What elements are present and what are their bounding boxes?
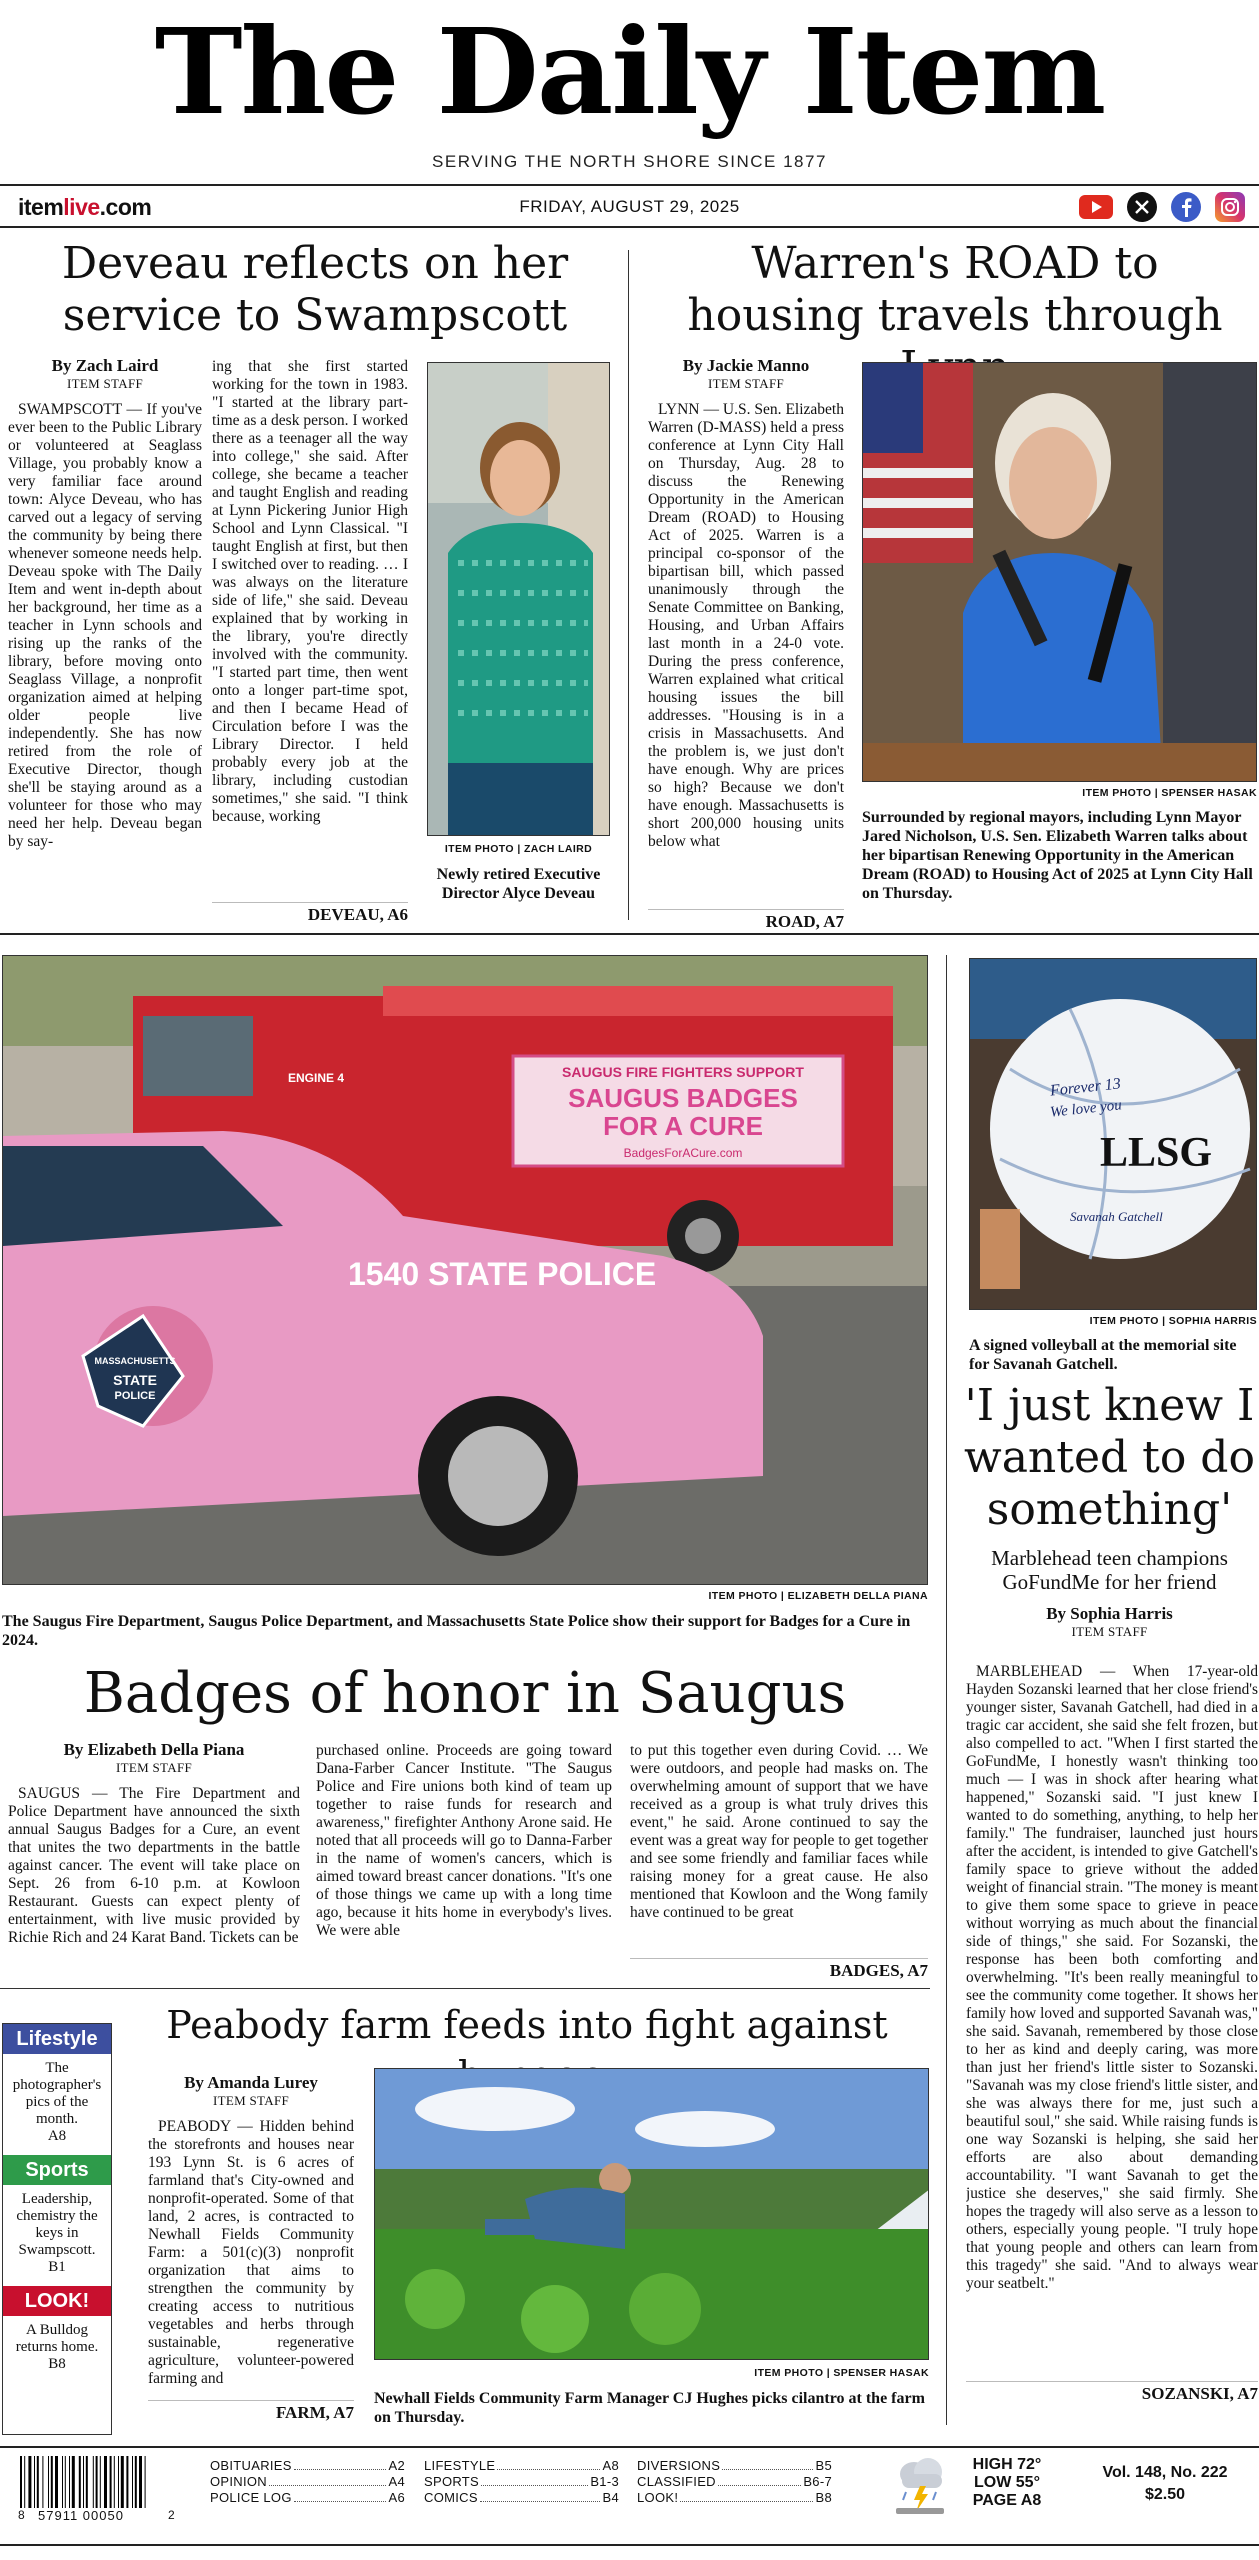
social-icons bbox=[1079, 192, 1245, 222]
instagram-icon[interactable] bbox=[1215, 192, 1245, 222]
headline-farm[interactable]: Peabody farm feeds into fight against bbox=[166, 2003, 888, 2047]
jump-badges[interactable]: BADGES, A7 bbox=[630, 1958, 928, 1981]
photo-credit: ITEM PHOTO | SPENSER HASAK bbox=[754, 2367, 929, 2379]
facebook-icon[interactable] bbox=[1171, 192, 1201, 222]
deveau-photo bbox=[427, 362, 610, 836]
staff-label: ITEM STAFF bbox=[116, 1760, 192, 1775]
ball-text-2: We love you bbox=[1049, 1097, 1123, 1121]
article-body: ing that she first started working for the town in 1983. "I started at the library part-time as a desk person. I worked there as a teenager all the way into college," she said. After college, she became a teacher and taught English and reading at Lynn Pickering Junior High School and Lynn Classical. "I taught English at first, but then I switched over to reading. … I was always on the literature side of life," she said. Deveau explained that by working in the library, you're directly involved with the community. "I started part time, then went onto a longer part-time spot, and then I became Head of Circulation before I was the Library Director. I held probably every job at the library, including custodian sometimes," she said. "I think because, working bbox=[212, 358, 408, 825]
volume-number: Vol. 148, No. 222 bbox=[1102, 2464, 1228, 2481]
farm-photo bbox=[374, 2068, 929, 2360]
badge-bot: POLICE bbox=[114, 1390, 156, 1402]
sidebar-text-look: A Bulldog returns home. bbox=[15, 2322, 99, 2355]
tagline: SERVING THE NORTH SHORE SINCE 1877 bbox=[432, 152, 827, 171]
footer-bottom-rule bbox=[0, 2544, 1259, 2546]
banner-line-1: SAUGUS FIRE FIGHTERS SUPPORT bbox=[562, 1064, 804, 1080]
badge-top: MASSACHUSETTS bbox=[94, 1356, 176, 1366]
article-body: SWAMPSCOTT — If you've ever been to the Public Library or volunteered at Seaglass Village, you probably know a very familiar face around town: Alyce Deveau, who has carved out a legacy of serving the community by being there whenever someone needs help. Deveau spoke with The Daily Item and went in-depth about her background, her time as a teacher in Lynn schools and rising up the ranks of the library, before moving onto Seaglass Village, a nonprofit organization aimed at helping older people live independently. She has now retired from the role of Executive Director, though she'll be staying around as a volunteer for those who may need her help. Deveau began by say- bbox=[8, 401, 202, 850]
footer-rule bbox=[0, 2446, 1259, 2448]
index-item[interactable]: COMICS B4 bbox=[424, 2490, 619, 2505]
index-column-1 bbox=[210, 2458, 405, 2506]
index-item[interactable]: OBITUARIES A2 bbox=[210, 2458, 405, 2473]
index-item[interactable]: CLASSIFIED B6-7 bbox=[637, 2474, 832, 2489]
story-badges bbox=[2, 1662, 928, 1726]
ball-text-3: LLSG bbox=[1100, 1130, 1213, 1176]
section-divider bbox=[0, 933, 1259, 935]
photo-credit: ITEM PHOTO | ELIZABETH DELLA PIANA bbox=[708, 1590, 928, 1602]
badges-column-2 bbox=[316, 1742, 612, 1974]
headline-sozanski[interactable]: 'I just knew I wanted to do something' bbox=[964, 1380, 1255, 1535]
article-body: purchased online. Proceeds are going toward Dana-Farber Cancer Institute. "The Saugus Police and Fire unions both kind of team up together to raise funds for research and awareness," firefighter Anthony Arone said. He noted that all proceeds will go to Danna-Farber in the name of women's cancers, which is aimed toward breast cancer donations. "It's one of those things we came up with a long time ago, because it hits home in everybody's lives. We were able bbox=[316, 1742, 612, 1939]
staff-label: ITEM STAFF bbox=[1071, 1624, 1148, 1639]
index-item[interactable]: DIVERSIONS B5 bbox=[637, 2458, 832, 2473]
story-deveau bbox=[40, 238, 590, 342]
index-item[interactable]: SPORTS B1-3 bbox=[424, 2474, 619, 2489]
warren-column bbox=[648, 356, 844, 932]
ball-text-4: Savanah Gatchell bbox=[1070, 1209, 1163, 1224]
ball-text-1: Forever 13 bbox=[1049, 1075, 1122, 1100]
issue-date: FRIDAY, AUGUST 29, 2025 bbox=[519, 197, 740, 216]
engine-label: ENGINE 4 bbox=[288, 1071, 345, 1085]
photo-credit: ITEM PHOTO | SPENSER HASAK bbox=[1082, 787, 1257, 799]
photo-credit: ITEM PHOTO | SOPHIA HARRIS bbox=[1089, 1315, 1257, 1327]
article-body: to put this together even during Covid. … We were outdoors, and people had masks on. The overwhelming amount of support that we have received as a group is what truly drives this event," he said. Arone continued to say the event was a great way for people to get together and see some friendly and familiar faces while raising money for a great cause. He also mentioned that Kowloon and the Wong family have continued to be great bbox=[630, 1742, 928, 1921]
sidebar-text-lifestyle: The photographer's pics of the month. bbox=[12, 2060, 102, 2127]
weather bbox=[962, 2456, 1052, 2510]
price: $2.50 bbox=[1144, 2486, 1186, 2503]
index-item[interactable]: LOOK! B8 bbox=[637, 2490, 832, 2505]
byline: By Amanda Lurey bbox=[184, 2073, 318, 2092]
badges-column-3 bbox=[630, 1742, 928, 1981]
photo-caption: The Saugus Fire Department, Saugus Police Department, and Massachusetts State Police show their support for Badges for a Cure in 2024. bbox=[2, 1613, 911, 1649]
column-divider bbox=[628, 250, 629, 920]
column-divider bbox=[946, 955, 947, 2425]
photo-credit: ITEM PHOTO | ZACH LAIRD bbox=[444, 843, 593, 855]
cruiser-text: 1540 STATE POLICE bbox=[348, 1256, 657, 1292]
low-temp: LOW 55° bbox=[974, 2474, 1040, 2491]
index-column-2 bbox=[424, 2458, 619, 2506]
index-item[interactable]: POLICE LOG A6 bbox=[210, 2490, 405, 2505]
issue-info bbox=[1080, 2462, 1250, 2506]
sidebar-page-lifestyle: A8 bbox=[47, 2128, 67, 2144]
sidebar-page-look: B8 bbox=[48, 2356, 66, 2372]
staff-label: ITEM STAFF bbox=[213, 2093, 289, 2108]
top-bar bbox=[0, 184, 1259, 228]
staff-label: ITEM STAFF bbox=[67, 376, 143, 391]
story-sozanski bbox=[960, 1380, 1259, 1639]
storm-cloud-icon bbox=[890, 2454, 950, 2516]
photo-caption: Newly retired Executive Director Alyce Deveau bbox=[436, 866, 601, 902]
masthead bbox=[0, 0, 1259, 180]
volleyball-photo bbox=[969, 958, 1257, 1310]
sidebar-label-sports[interactable]: Sports bbox=[3, 2155, 111, 2185]
logo-suffix: .com bbox=[99, 194, 152, 220]
article-body: PEABODY — Hidden behind the storefronts and houses near 193 Lynn St. is 6 acres of farmland that's City-owned and nonprofit-operated. Some of that land, 2 acres, is contracted to Newhall Fields Community Farm: a 501(c)(3) nonprofit organization that aims to strengthen the community by creating access to nutritious vegetables and herbs through sustainable, regenerative agriculture, volunteer-powered farming and bbox=[148, 2118, 354, 2387]
footer bbox=[0, 2452, 1259, 2542]
byline: By Zach Laird bbox=[51, 356, 159, 375]
article-body: MARBLEHEAD — When 17-year-old Hayden Sozanski learned that her close friend's younger sister, Savanah Gatchell, had died in a tragic car accident, she said she felt frozen, but also compelled to act. "When I first started the GoFundMe, I honestly wasn't thinking too much — I was in shock after hearing what happened," Sozanski said. "I just knew I wanted to do something, anything, to help her family." The fundraiser, launched just hours after the accident, is intended to give Gatchell's family space to grieve without the added weight of financial strain. "The money is meant to give them some space to grieve in peace without worrying as much about the financial side of things," she said. For Sozanski, the response has been both comforting and overwhelming. "It's been really meaningful to see the community come together. It shows her family how loved and supported Savanah was," she said. Savanah, remembered by those close to her as kind and deeply caring, was more than just her friend's little sister to Sozanski. "Savanah was my close friend's little sister, and she was always there for me, just such a beautiful soul," she said. While raising funds is one way Sozanski is helping, she said her efforts are also about demanding accountability. "I want Savanah to get the justice she deserves," she said firmly. She hopes the tragedy will also serve as a lesson to others, especially young people. "I truly hope that young people and others can learn from this tragedy" she said. "And to always wear your seatbelt." bbox=[966, 1663, 1258, 2292]
weather-page: PAGE A8 bbox=[972, 2492, 1042, 2509]
byline: By Jackie Manno bbox=[682, 356, 810, 375]
badges-photo bbox=[2, 955, 928, 1585]
high-temp: HIGH 72° bbox=[972, 2456, 1042, 2473]
badges-column-1 bbox=[8, 1740, 300, 1985]
byline: By Elizabeth Della Piana bbox=[63, 1740, 245, 1759]
jump-road[interactable]: ROAD, A7 bbox=[648, 909, 844, 932]
badge-mid: STATE bbox=[113, 1372, 157, 1388]
jump-sozanski[interactable]: SOZANSKI, A7 bbox=[966, 2381, 1258, 2404]
index-column-3 bbox=[637, 2458, 832, 2506]
barcode bbox=[18, 2456, 183, 2508]
photo-caption: Surrounded by regional mayors, including Lynn Mayor Jared Nicholson, U.S. Sen. Elizabeth Warren talks about her bipartisan Renewing Opportunity in the American Dream (ROAD) to Housing Act of 2025 at Lynn City Hall on Thursday. bbox=[862, 809, 1253, 902]
subheadline: Marblehead teen champions GoFundMe for her friend bbox=[991, 1546, 1228, 1594]
sidebar-label-look[interactable]: LOOK! bbox=[3, 2286, 111, 2316]
barcode-left: 8 bbox=[18, 2508, 25, 2522]
barcode-digits: 57911 00050 bbox=[38, 2508, 124, 2523]
headline-deveau[interactable]: Deveau reflects on her service to Swampscott bbox=[61, 238, 569, 341]
index-item[interactable]: LIFESTYLE A8 bbox=[424, 2458, 619, 2473]
logo-live: live bbox=[63, 194, 100, 220]
logo-prefix: item bbox=[18, 194, 64, 220]
warren-photo bbox=[862, 362, 1257, 782]
sozanski-column bbox=[966, 1663, 1258, 2404]
sidebar-promos bbox=[2, 2023, 112, 2435]
byline: By Sophia Harris bbox=[1046, 1604, 1173, 1623]
sidebar-text-sports: Leadership, chemistry the keys in Swampscott. bbox=[16, 2191, 98, 2258]
barcode-right: 2 bbox=[168, 2508, 175, 2522]
staff-label: ITEM STAFF bbox=[708, 376, 784, 391]
jump-farm[interactable]: FARM, A7 bbox=[148, 2400, 354, 2423]
article-body: LYNN — U.S. Sen. Elizabeth Warren (D-MASS) held a press conference at Lynn City Hall on Thursday, Aug. 28 to discuss the Renewing Opportunity in the American Dream (ROAD) to Housing Act of 2025. Warren is a principal co-sponsor of the bipartisan bill, which passed unanimously through the Senate Committee on Banking, Housing, and Urban Affairs last month in a 24-0 vote. During the press conference, Warren explained what critical housing issues the bill addresses. "Housing is in a crisis in Massachusetts. And the problem is, we just don't have enough. Why are prices so high? Because we don't have enough. Massachusetts is short 200,000 housing units below what bbox=[648, 401, 844, 850]
photo-caption: Newhall Fields Community Farm Manager CJ Hughes picks cilantro at the farm on Thursday. bbox=[374, 2390, 925, 2426]
jump-deveau[interactable]: DEVEAU, A6 bbox=[212, 902, 408, 925]
sidebar-page-sports: B1 bbox=[48, 2259, 66, 2275]
deveau-column-1 bbox=[8, 356, 202, 926]
headline-badges[interactable]: Badges of honor in Saugus bbox=[83, 1661, 847, 1726]
deveau-column-2 bbox=[212, 358, 408, 925]
youtube-icon[interactable] bbox=[1079, 195, 1113, 219]
farm-column bbox=[148, 2073, 354, 2423]
x-icon[interactable] bbox=[1127, 192, 1157, 222]
photo-caption: A signed volleyball at the memorial site for Savanah Gatchell. bbox=[969, 1337, 1237, 1373]
newspaper-title: The Daily Item bbox=[154, 2, 1105, 141]
index-item[interactable]: OPINION A4 bbox=[210, 2474, 405, 2489]
headline-warren[interactable]: Warren's ROAD to housing travels through bbox=[687, 238, 1223, 341]
banner-line-2: SAUGUS BADGES bbox=[568, 1083, 798, 1113]
banner-line-3: FOR A CURE bbox=[603, 1111, 763, 1141]
sidebar-label-lifestyle[interactable]: Lifestyle bbox=[3, 2024, 111, 2054]
section-divider bbox=[0, 1988, 930, 1989]
banner-url: BadgesForACure.com bbox=[623, 1146, 743, 1160]
article-body: SAUGUS — The Fire Department and Police Department have announced the sixth annual Saugus Badges for a Cure, an event that unites the two departments in the battle against cancer. The event will take place on Sept. 26 from 6-10 p.m. at Kowloon Restaurant. Guests can expect plenty of entertainment, with live music provided by Richie Rich and 24 Karat Band. Tickets can be bbox=[8, 1785, 300, 1946]
